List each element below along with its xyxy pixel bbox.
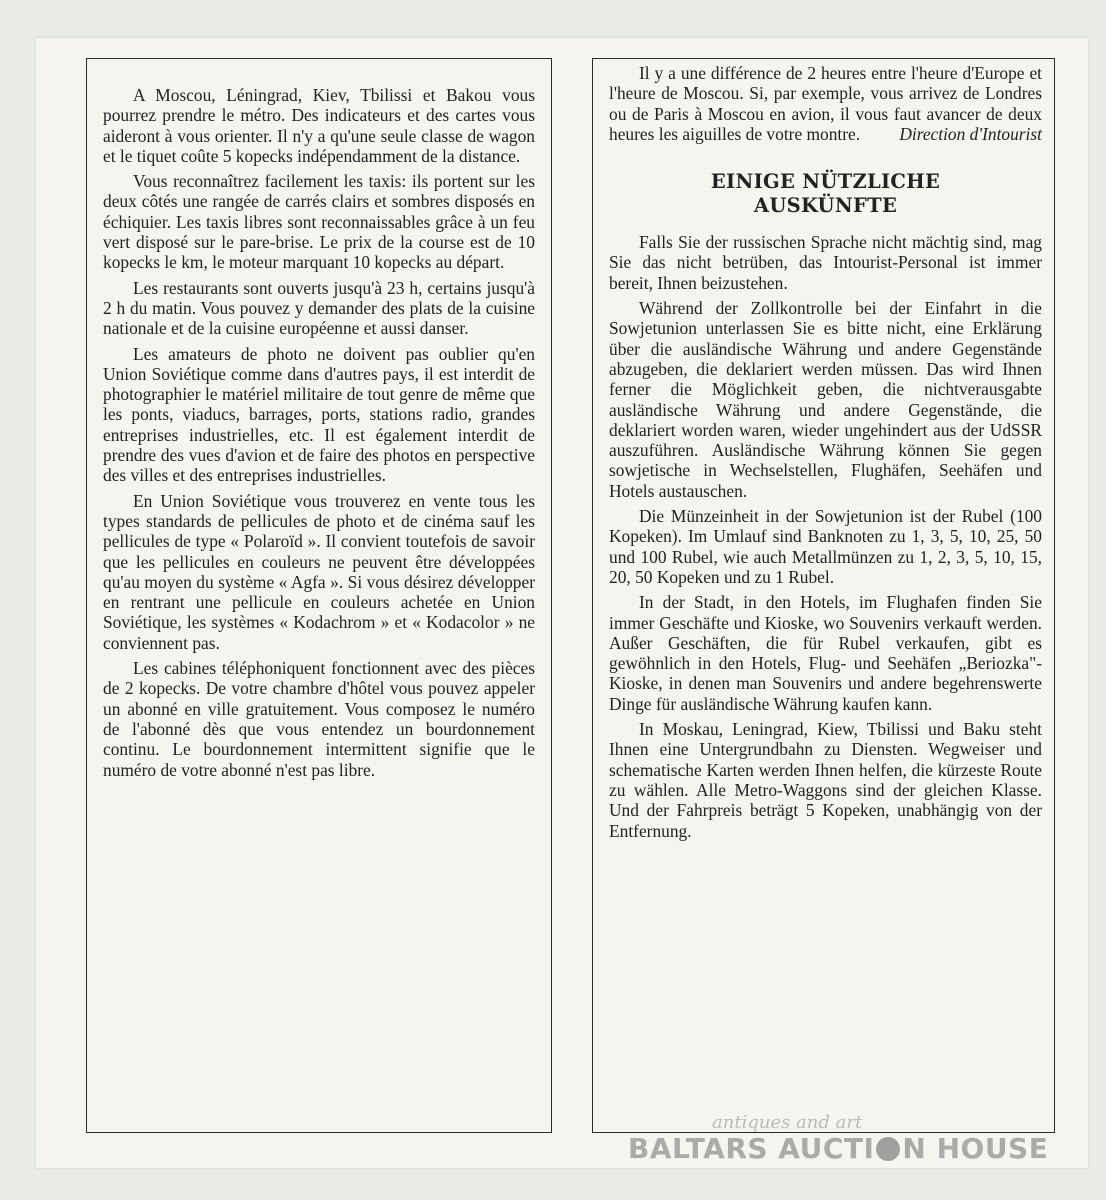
watermark-script: antiques and art xyxy=(712,1112,863,1133)
left-text-column xyxy=(86,58,552,1133)
paragraph-restaurants: Les restaurants sont ouverts jusqu'à 23 h, certains jusqu'à 2 h du matin. Vous pouvez y demander des plats de la cuisine nationale et de la cuisine européenne et aussi danser. xyxy=(103,277,535,339)
paragraph-customs: Während der Zollkontrolle bei der Einfahrt in die Sowjetunion unterlassen Sie es bitte nicht, eine Erklärung über die ausländische Währung und andere Gegenstände abzugeben, die deklariert werden müssen. Das wird Ihnen ferner die Möglichkeit geben, die nichtverausgabte ausländische Währung und andere Gegenstände, die deklariert worden waren, wieder ungehindert aus der UdSSR auszuführen. Ausländische Währung können Sie gegen sowjetische in Wechselstellen, Flughäfen, Seehäfen und Hotels austauschen. xyxy=(609,298,1042,501)
paragraph-photo: Les amateurs de photo ne doivent pas oublier qu'en Union Soviétique comme dans d'autres pays, il est interdit de photographier le matériel militaire de tout genre de même que les ponts, viaducs, barrages, ports, stations radio, grandes entreprises industrielles, etc. Il est également interdit de prendre des vues d'avion et de faire des photos en perspective des villes et des entreprises industrielles. xyxy=(103,343,535,486)
brochure-page xyxy=(36,38,1088,1168)
paragraph-taxis: Vous reconnaîtrez facilement les taxis: ils portent sur les deux côtés une rangée de carrés clairs et sombres disposés en échiquier. Les taxis libres sont reconnaissables grâce à un feu vert disposé sur le pare-brise. Le prix de la course est de 10 kopecks le km, le moteur marquant 10 kopecks au départ. xyxy=(103,171,535,273)
watermark-part-2: N HOUSE xyxy=(902,1132,1049,1165)
heading-line-2: AUSKÜNFTE xyxy=(753,194,898,218)
paragraph-film: En Union Soviétique vous trouverez en vente tous les types standards de pellicules de photo et de cinéma sauf les pellicules de type « Polaroïd ». Il convient toutefois de savoir que les pellicules en couleurs ne peuvent être développées qu'au moyen du système « Agfa ». Si vous désirez développer en rentrant une pellicule en couleurs achetée en Union Soviétique, les systèmes « Kodachrom » et « Kodacolor » ne conviennent pas. xyxy=(103,490,535,653)
paragraph-metro-de: In Moskau, Leningrad, Kiew, Tbilissi und Baku steht Ihnen eine Untergrundbahn zu Diensten. Wegweiser und schematische Karten werden Ihnen helfen, die kürzeste Route zu wählen. Alle Metro-Waggons sind der gleichen Klasse. Und der Fahrpreis beträgt 5 Kopeken, unabhängig von der Entfernung. xyxy=(609,719,1042,841)
paragraph-currency: Die Münzeinheit in der Sowjetunion ist der Rubel (100 Kopeken). Im Umlauf sind Banknoten zu 1, 3, 5, 10, 25, 50 und 100 Rubel, wie auch Metallmünzen zu 1, 2, 3, 5, 10, 15, 20, 50 Kopeken und zu 1 Rubel. xyxy=(609,506,1042,587)
paragraph-time-difference xyxy=(609,63,1042,144)
paragraph-language: Falls Sie der russischen Sprache nicht mächtig sind, mag Sie das nicht betrüben, das Intourist-Personal ist immer bereit, Ihnen beizustehen. xyxy=(609,232,1042,293)
signature: Direction d'Intourist xyxy=(899,123,1042,144)
watermark-logo xyxy=(628,1132,1048,1165)
right-text-column xyxy=(592,58,1055,1133)
section-heading xyxy=(609,170,1042,218)
paragraph-shops: In der Stadt, in den Hotels, im Flughafen finden Sie immer Geschäfte und Kioske, wo Souvenirs verkauft werden. Außer Geschäften, die für Rubel verkaufen, gibt es gewöhnlich in den Hotels, Flug- und Seehäfen „Beriozka"-Kioske, in denen man Souvenirs und andere begehrenswerte Dinge für ausländische Währung kaufen kann. xyxy=(609,592,1042,714)
paragraph-telephone: Les cabines téléphoniquent fonctionnent avec des pièces de 2 kopecks. De votre chambre d'hôtel vous pouvez appeler un abonné en ville gratuitement. Vous composez le numéro de l'abonné dès que vous entendez un bourdonnement continu. Le bourdonnement intermittent signifie que le numéro de votre abonné n'est pas libre. xyxy=(103,658,535,780)
watermark-part-1: BALTARS AUCTI xyxy=(628,1132,875,1165)
watermark-circle-icon xyxy=(876,1137,900,1161)
paragraph-metro: A Moscou, Léningrad, Kiev, Tbilissi et Bakou vous pourrez prendre le métro. Des indicateurs et des cartes vous aideront à vous orienter. Il n'y a qu'une seule classe de wagon et le tiquet coûte 5 kopecks indépendamment de la distance. xyxy=(103,85,535,166)
heading-line-1: EINIGE NÜTZLICHE xyxy=(710,170,941,194)
time-difference-text: Il y a une différence de 2 heures entre l'heure d'Europe et l'heure de Moscou. Si, par exemple, vous arrivez de Londres ou de Paris à Moscou en avion, il vous faut avancer de deux heures les aiguilles de votre montre. xyxy=(609,63,1042,144)
